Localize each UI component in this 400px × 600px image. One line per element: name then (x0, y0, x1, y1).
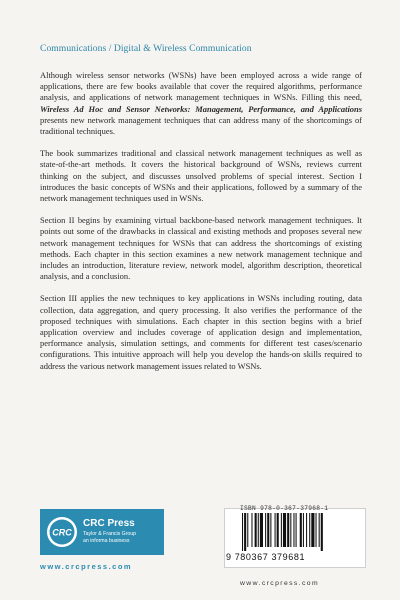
barcode-bar (270, 513, 271, 547)
isbn-digits: 9 780367 379681 (226, 552, 306, 562)
barcode-bar (277, 513, 279, 547)
blurb-paragraph-2: The book summarizes traditional and classical network management techniques as well as state-of-the-art methods. It covers the historical background of WSNs, reviews current thinking on the subject, and discusses unsolved problems of special interest. Section I introduces the basic concepts of WSNs and their applications, followed by a summary of the network management techniques used in WSNs. (40, 148, 362, 204)
publisher-url: www.crcpress.com (40, 562, 133, 571)
barcode-bar (311, 513, 314, 547)
barcode-bar (306, 513, 307, 547)
barcode-bar (287, 513, 289, 547)
category-line: Communications / Digital & Wireless Communication (40, 43, 252, 54)
blurb-p1-after: presents new network management techniques that can address many of the shortcomings of traditional techniques. (40, 114, 362, 137)
barcode-url: www.crcpress.com (240, 580, 320, 587)
publisher-informa: an informa business (83, 538, 130, 544)
blurb-paragraph-3: Section II begins by examining virtual backbone-based network management techniques. It points out some of the drawbacks in classical and existing methods and proposes several new network management techniques for WSNs that can address the shortcomings of existing methods. Each chapter in this section examines a new network management technique and includes an introduction, literature review, network model, algorithm description, theoretical analysis, and a conclusion. (40, 215, 362, 282)
barcode-bar (275, 513, 276, 547)
barcode-bar (281, 513, 282, 547)
book-title-inline: Wireless Ad Hoc and Sensor Networks: Management, Performance, and Applications (40, 103, 362, 114)
publisher-subtitle (83, 531, 136, 545)
barcode-bar (255, 513, 257, 547)
blurb-text (40, 70, 362, 383)
barcode-bar (300, 513, 302, 547)
barcode-bar (247, 513, 248, 547)
barcode-bar (265, 513, 266, 547)
barcode-bar (321, 513, 323, 551)
barcode-bar (319, 513, 320, 547)
barcode-bars (240, 513, 360, 551)
barcode-bar (296, 513, 297, 547)
barcode-bar (244, 513, 246, 551)
barcode-bar (316, 513, 317, 547)
publisher-name: CRC Press (83, 518, 135, 529)
barcode-bar (309, 513, 310, 547)
barcode-bar (293, 513, 294, 547)
barcode-bar (258, 513, 259, 547)
isbn-label: ISBN 978-0-367-37968-1 (240, 505, 329, 512)
barcode-bar (251, 513, 252, 547)
blurb-paragraph-1 (40, 70, 362, 137)
blurb-p1-before: Although wireless sensor networks (WSNs) have been employed across a wide range of applications, there are few books available that cover the required algorithms, performance analysis, and applications of network management techniques in WSNs. Filling this need, (40, 70, 362, 103)
crc-logo-text: CRC (52, 527, 72, 538)
publisher-group: Taylor & Francis Group (83, 531, 137, 537)
publisher-panel (40, 509, 164, 555)
crc-logo-icon (46, 516, 78, 548)
barcode-bar (303, 513, 304, 547)
blurb-paragraph-4: Section III applies the new techniques to key applications in WSNs including routing, data collection, data aggregation, and query processing. It also verifies the performance of the proposed techniques with simulations. Each chapter in this section begins with a brief application overview and includes coverage of application design and implementation, performance analysis, simulation settings, and comments for different test cases/scenario configurations. This intuitive approach will help you develop the hands-on skills required to address the various network management issues related to WSNs. (40, 293, 362, 371)
barcode-bar (267, 513, 269, 547)
barcode-bar (242, 513, 243, 551)
barcode-bar (290, 513, 291, 547)
barcode-bar (283, 513, 286, 547)
barcode-bar (260, 513, 263, 547)
